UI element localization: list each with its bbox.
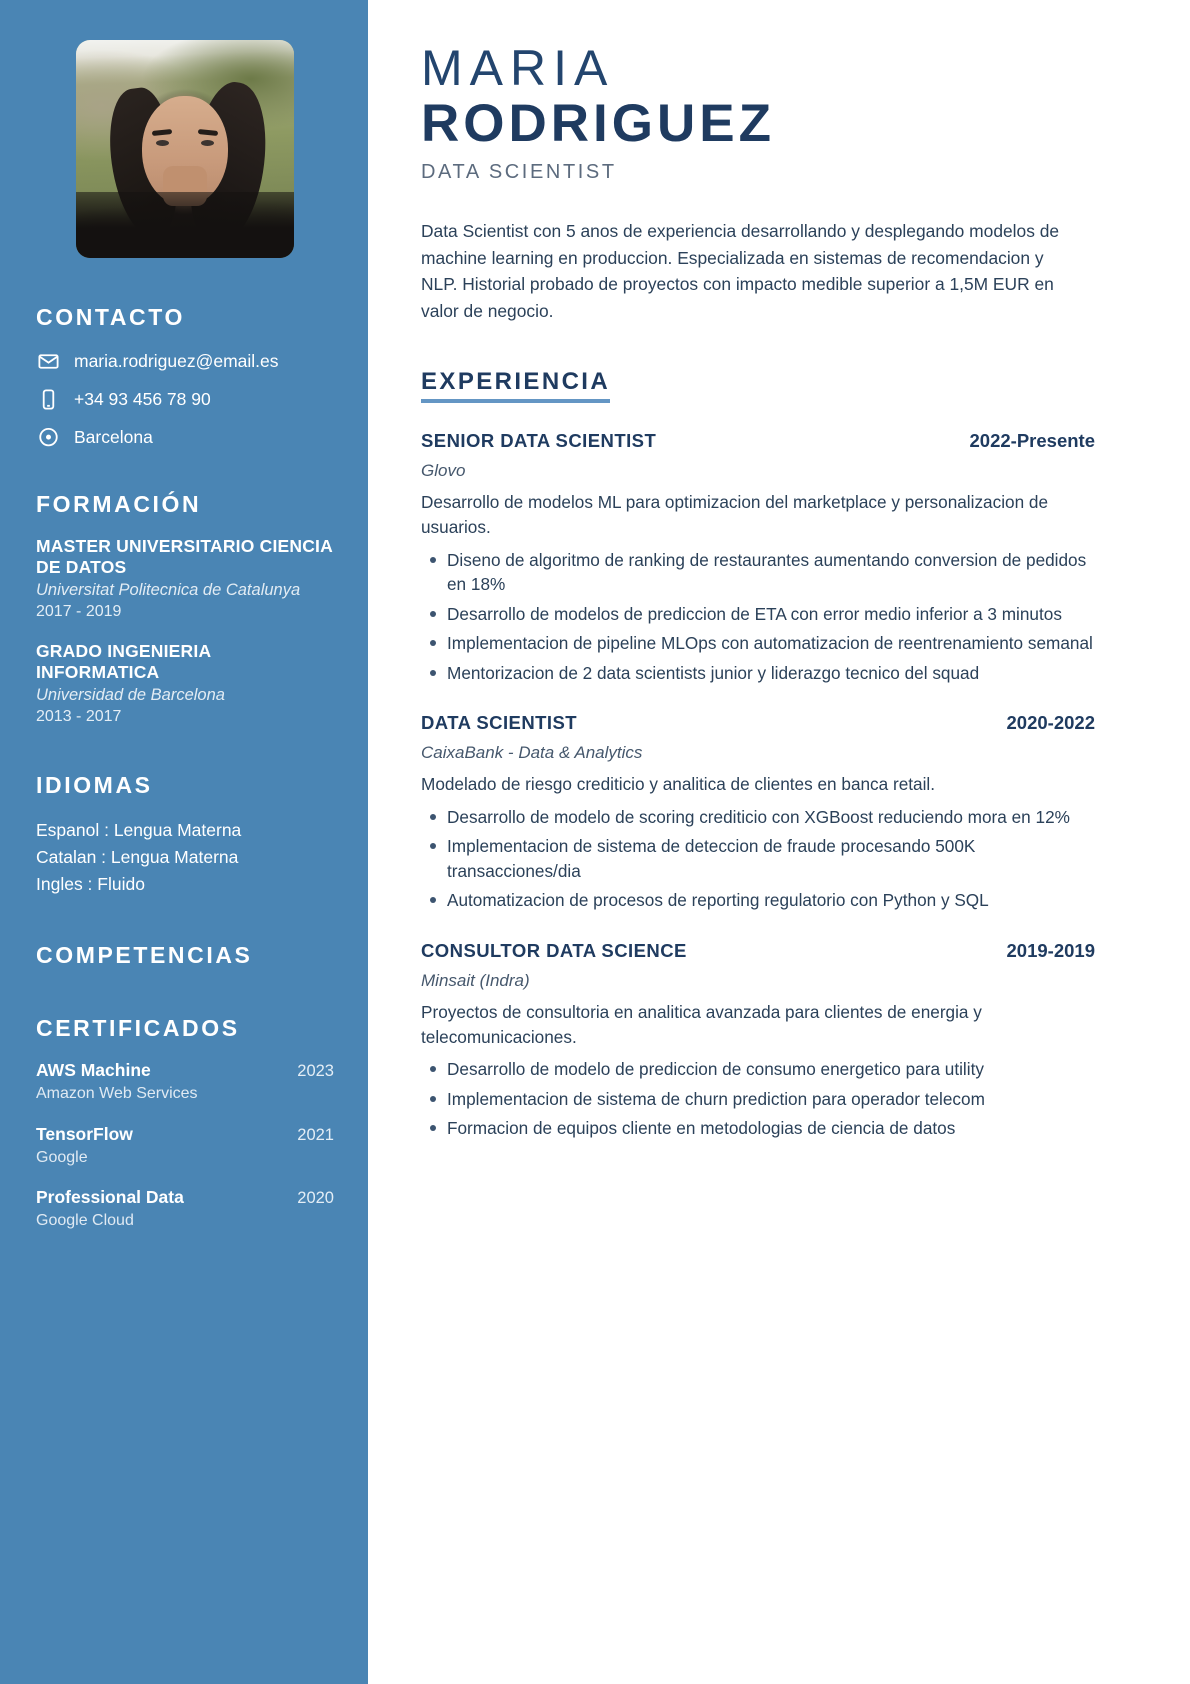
certificates-heading: CERTIFICADOS <box>36 1015 240 1042</box>
language-item: Ingles : Fluido <box>36 874 145 895</box>
experience-bullet: Desarrollo de modelos de prediccion de ETA con error medio inferior a 3 minutos <box>421 602 1095 626</box>
first-name: MARIA <box>421 40 615 96</box>
main-content <box>368 0 1190 1684</box>
profile-photo-image <box>76 40 294 258</box>
experience-bullet: Mentorizacion de 2 data scientists junior y liderazgo tecnico del squad <box>421 661 1095 685</box>
phone-icon <box>36 387 60 411</box>
contact-email-text: maria.rodriguez@email.es <box>74 350 279 371</box>
education-section <box>36 491 334 728</box>
experience-role: SENIOR DATA SCIENTIST <box>421 429 657 451</box>
certificates-section <box>36 1015 334 1232</box>
experience-item <box>421 712 1095 913</box>
experience-role: CONSULTOR DATA SCIENCE <box>421 939 687 961</box>
experience-bullet: Implementacion de sistema de deteccion de fraude procesando 500K transacciones/dia <box>421 834 1095 883</box>
skills-heading: COMPETENCIAS <box>36 942 253 969</box>
certificate-item <box>36 1060 334 1105</box>
profile-photo <box>76 40 294 258</box>
contact-heading: CONTACTO <box>36 304 185 330</box>
education-degree: GRADO INGENIERIA INFORMATICA <box>36 640 211 683</box>
experience-bullet: Desarrollo de modelo de scoring crediticio con XGBoost reduciendo mora en 12% <box>421 805 1095 829</box>
job-title: DATA SCIENTIST <box>421 161 617 184</box>
certificate-name: Professional Data <box>36 1187 184 1208</box>
envelope-icon <box>36 349 60 373</box>
experience-bullet-list <box>421 805 1095 913</box>
contact-item-email <box>36 349 334 373</box>
certificate-year: 2020 <box>297 1189 334 1208</box>
languages-heading: IDIOMAS <box>36 771 153 798</box>
experience-description: Desarrollo de modelos ML para optimizacion del marketplace y personalizacion de usuarios. <box>421 491 1049 537</box>
education-years: 2017 - 2019 <box>36 603 122 621</box>
experience-item <box>421 940 1095 1141</box>
location-pin-icon <box>36 425 60 449</box>
experience-bullet: Implementacion de pipeline MLOps con automatizacion de reentrenamiento semanal <box>421 631 1095 655</box>
experience-company: CaixaBank - Data & Analytics <box>421 742 643 762</box>
experience-item <box>421 430 1095 685</box>
education-degree: MASTER UNIVERSITARIO CIENCIA DE DATOS <box>36 536 333 578</box>
last-name: RODRIGUEZ <box>421 94 775 153</box>
contact-item-phone <box>36 387 334 411</box>
certificate-year: 2023 <box>297 1062 334 1081</box>
education-item <box>36 536 334 623</box>
contact-phone-text: +34 93 456 78 90 <box>74 388 211 409</box>
education-school: Universitat Politecnica de Catalunya <box>36 580 301 599</box>
experience-description: Proyectos de consultoria en analitica avanzada para clientes de energia y telecomunicaciones. <box>421 1001 982 1047</box>
experience-dates: 2020-2022 <box>1006 711 1095 733</box>
experience-bullet: Automatizacion de procesos de reporting regulatorio con Python y SQL <box>421 888 1095 912</box>
contact-section <box>36 304 334 449</box>
experience-bullet: Diseno de algoritmo de ranking de restaurantes aumentando conversion de pedidos en 18% <box>421 548 1095 597</box>
photo-detail-eye-left <box>156 140 169 146</box>
photo-detail-jacket <box>76 192 294 258</box>
language-item: Catalan : Lengua Materna <box>36 847 239 867</box>
experience-dates: 2019-2019 <box>1006 939 1095 961</box>
experience-role: DATA SCIENTIST <box>421 711 578 733</box>
sidebar <box>0 0 368 1684</box>
contact-item-location <box>36 425 334 449</box>
education-item <box>36 641 334 728</box>
profile-summary: Data Scientist con 5 anos de experiencia desarrollando y desplegando modelos de machine learning en produccion. Especializada en sistemas de recomendacion y NLP. Historial probado de proyectos con impacto medible superior a 1,5M EUR en valor de negocio. <box>421 221 1060 321</box>
experience-bullet-list <box>421 548 1095 685</box>
languages-section <box>36 772 334 898</box>
experience-dates: 2022-Presente <box>969 429 1095 451</box>
certificate-org: Google Cloud <box>36 1212 134 1230</box>
photo-detail-eye-right <box>201 140 214 146</box>
certificate-org: Google <box>36 1148 88 1166</box>
experience-bullet: Formacion de equipos cliente en metodologias de ciencia de datos <box>421 1116 1095 1140</box>
experience-bullet-list <box>421 1057 1095 1140</box>
education-school: Universidad de Barcelona <box>36 685 225 704</box>
experience-company: Minsait (Indra) <box>421 970 530 990</box>
certificate-name: TensorFlow <box>36 1123 133 1144</box>
skills-section <box>36 942 334 969</box>
language-item: Espanol : Lengua Materna <box>36 819 242 840</box>
experience-bullet: Desarrollo de modelo de prediccion de consumo energetico para utility <box>421 1057 1095 1081</box>
certificate-item <box>36 1187 334 1232</box>
education-heading: FORMACIÓN <box>36 491 202 517</box>
experience-heading: EXPERIENCIA <box>421 368 610 403</box>
contact-location-text: Barcelona <box>74 426 153 447</box>
certificate-year: 2021 <box>297 1125 334 1144</box>
education-years: 2013 - 2017 <box>36 708 122 726</box>
experience-company: Glovo <box>421 460 466 480</box>
certificate-name: AWS Machine <box>36 1060 151 1081</box>
experience-bullet: Implementacion de sistema de churn prediction para operador telecom <box>421 1087 1095 1111</box>
experience-description: Modelado de riesgo crediticio y analitica de clientes en banca retail. <box>421 773 936 794</box>
certificate-org: Amazon Web Services <box>36 1085 198 1103</box>
certificate-item <box>36 1124 334 1169</box>
